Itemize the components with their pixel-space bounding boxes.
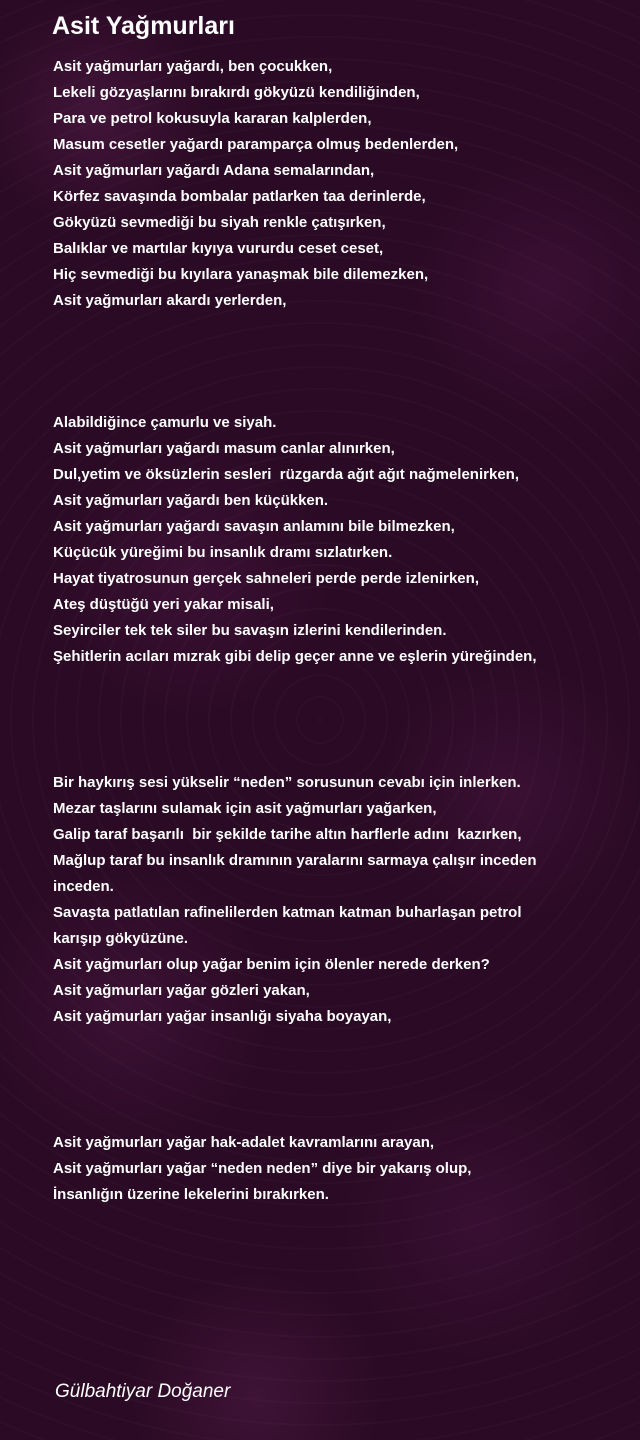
poem-title: Asit Yağmurları bbox=[52, 12, 235, 40]
poem-line: Gökyüzü sevmediği bu siyah renkle çatışırken, bbox=[53, 214, 386, 231]
poem-line: Asit yağmurları yağar gözleri yakan, bbox=[53, 982, 310, 999]
poem-line: Alabildiğince çamurlu ve siyah. bbox=[53, 414, 277, 431]
poem-line: Dul,yetim ve öksüzlerin sesleri rüzgarda ağıt ağıt nağmelenirken, bbox=[53, 466, 519, 483]
poem-line: Asit yağmurları yağardı masum canlar alınırken, bbox=[53, 440, 395, 457]
poem-line: inceden. bbox=[53, 878, 114, 895]
stanza bbox=[53, 770, 537, 1030]
poem-line: Küçücük yüreğimi bu insanlık dramı sızlatırken. bbox=[53, 544, 393, 561]
poem-line: Asit yağmurları yağar hak-adalet kavramlarını arayan, bbox=[53, 1134, 435, 1151]
poem-line: Para ve petrol kokusuyla kararan kalplerden, bbox=[53, 110, 372, 127]
poem-author: Gülbahtiyar Doğaner bbox=[55, 1381, 231, 1402]
poem-line: Şehitlerin acıları mızrak gibi delip geçer anne ve eşlerin yüreğinden, bbox=[53, 648, 537, 665]
poem-line: İnsanlığın üzerine lekelerini bırakırken. bbox=[53, 1186, 329, 1203]
poem-line: Seyirciler tek tek siler bu savaşın izlerini kendilerinden. bbox=[53, 622, 447, 639]
poem-line: Asit yağmurları olup yağar benim için ölenler nerede derken? bbox=[53, 956, 490, 973]
poem-line: Savaşta patlatılan rafinelilerden katman katman buharlaşan petrol bbox=[53, 904, 522, 921]
poem-line: Asit yağmurları yağar “neden neden” diye bir yakarış olup, bbox=[53, 1160, 472, 1177]
stanza bbox=[53, 410, 537, 670]
poem-line: Hayat tiyatrosunun gerçek sahneleri perde perde izlenirken, bbox=[53, 570, 479, 587]
poem-line: Asit yağmurları yağar insanlığı siyaha boyayan, bbox=[53, 1008, 392, 1025]
poem-line: Bir haykırış sesi yükselir “neden” sorusunun cevabı için inlerken. bbox=[53, 774, 521, 791]
poem-line: Hiç sevmediği bu kıyılara yanaşmak bile dilemezken, bbox=[53, 266, 429, 283]
poem-line: Asit yağmurları yağardı, ben çocukken, bbox=[53, 58, 333, 75]
poem-line: Lekeli gözyaşlarını bırakırdı gökyüzü kendiliğinden, bbox=[53, 84, 420, 101]
poem-line: Asit yağmurları akardı yerlerden, bbox=[53, 292, 287, 309]
poem-line: Asit yağmurları yağardı Adana semalarından, bbox=[53, 162, 375, 179]
poem-line: Asit yağmurları yağardı savaşın anlamını bile bilmezken, bbox=[53, 518, 455, 535]
poem-line: Masum cesetler yağardı paramparça olmuş bedenlerden, bbox=[53, 136, 459, 153]
stanza bbox=[53, 54, 458, 314]
poem-line: Mağlup taraf bu insanlık dramının yaralarını sarmaya çalışır inceden bbox=[53, 852, 537, 869]
stanza bbox=[53, 1130, 471, 1208]
poem-line: Ateş düştüğü yeri yakar misali, bbox=[53, 596, 274, 613]
poem-line: Körfez savaşında bombalar patlarken taa derinlerde, bbox=[53, 188, 426, 205]
poem-line: Galip taraf başarılı bir şekilde tarihe altın harflerle adını kazırken, bbox=[53, 826, 522, 843]
poem-line: karışıp gökyüzüne. bbox=[53, 930, 189, 947]
poem-line: Balıklar ve martılar kıyıya vururdu ceset ceset, bbox=[53, 240, 384, 257]
poem-line: Mezar taşlarını sulamak için asit yağmurları yağarken, bbox=[53, 800, 437, 817]
poem-line: Asit yağmurları yağardı ben küçükken. bbox=[53, 492, 329, 509]
